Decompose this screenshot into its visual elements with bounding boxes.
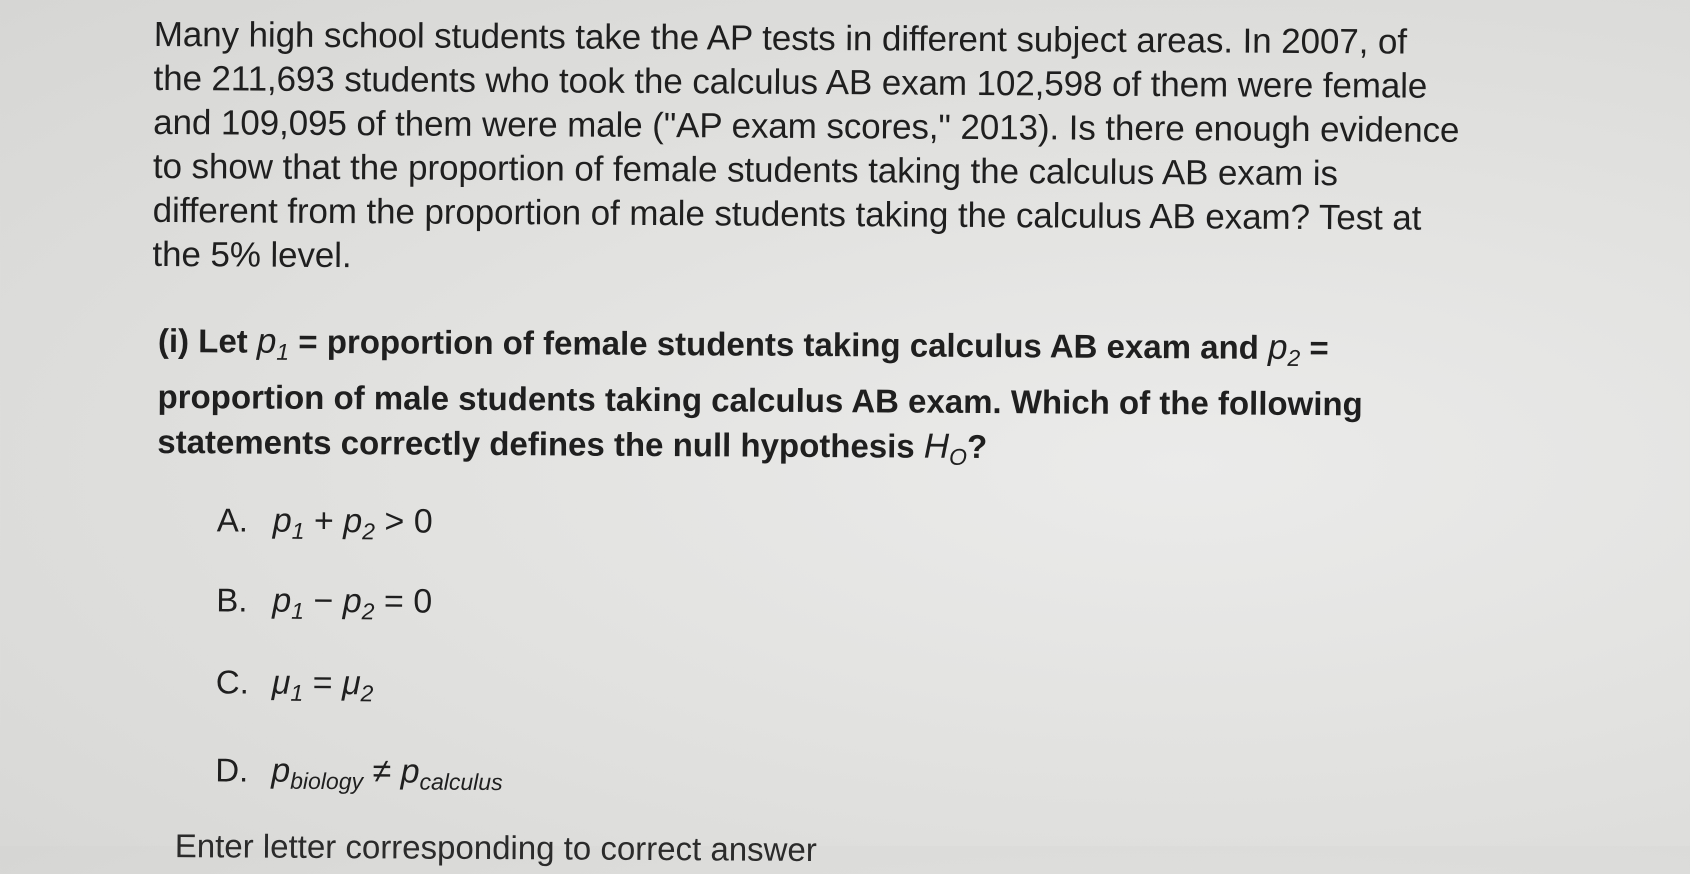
question-text: =: [1300, 328, 1329, 367]
problem-statement: [152, 13, 1514, 285]
problem-line: Many high school students take the AP tests in different subject areas. In 2007, of: [153, 14, 1408, 62]
option-expression: $p_{biology} \ne p_{calculus}$: [271, 751, 503, 796]
problem-line: the 5% level.: [152, 234, 352, 276]
option-a[interactable]: [217, 501, 433, 552]
question-text: statements correctly defines the null hypothesis: [157, 422, 924, 465]
question-line: proportion of male students taking calculus AB exam. Which of the following: [157, 377, 1363, 423]
option-letter: B.: [216, 581, 248, 619]
h-symbol: H: [923, 426, 950, 466]
option-letter: D.: [215, 751, 249, 789]
problem-line: different from the proportion of male students taking the calculus AB exam? Test at: [152, 190, 1422, 238]
question-part-i: [157, 318, 1458, 483]
option-letter: C.: [215, 663, 249, 701]
question-text: ?: [966, 427, 988, 466]
p2-subscript: 2: [1287, 344, 1301, 371]
option-c[interactable]: [216, 663, 374, 714]
h-subscript: O: [948, 443, 968, 470]
cut-off-instruction: Enter letter corresponding to correct answer: [174, 827, 817, 869]
problem-line: to show that the proportion of female students taking the calculus AB exam is: [152, 146, 1339, 194]
option-b[interactable]: [216, 581, 432, 632]
p1-subscript: 1: [276, 338, 290, 365]
option-expression: $\mu_1 = \mu_2$: [271, 663, 374, 707]
problem-line: the 211,693 students who took the calculus AB exam 102,598 of them were female: [153, 58, 1428, 106]
p2-symbol: p: [1267, 327, 1288, 367]
answer-options: [215, 501, 917, 796]
question-text: = proportion of female students taking calculus AB exam and: [289, 322, 1269, 366]
option-expression: $p_1 + p_2 > 0$: [272, 501, 433, 545]
problem-line: and 109,095 of them were male ("AP exam scores," 2013). Is there enough evidence: [153, 102, 1460, 150]
option-expression: $p_1 - p_2 = 0$: [272, 581, 433, 625]
p1-symbol: p: [256, 321, 277, 361]
option-letter: A.: [216, 501, 249, 539]
question-text: (i) Let: [157, 321, 258, 360]
question-line: [157, 419, 1457, 483]
option-d[interactable]: [215, 751, 503, 803]
question-line: [158, 318, 1458, 382]
